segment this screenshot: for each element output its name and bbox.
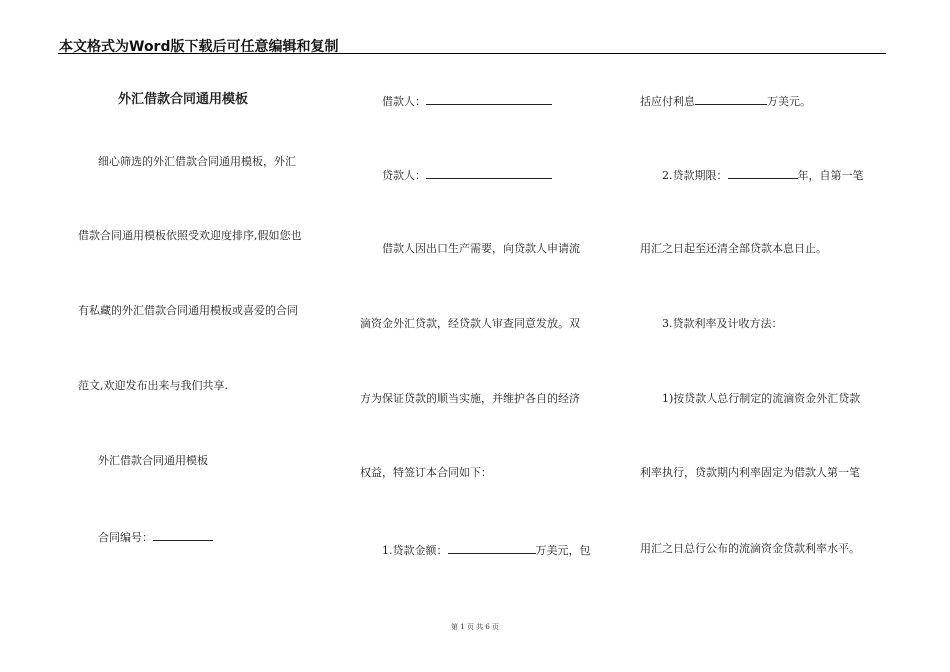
- contract-number-row: [98, 529, 213, 545]
- interest-rate-line-2: 利率执行，贷款期内利率固定为借款人第一笔: [640, 466, 860, 479]
- loan-amount-label: 1.贷款金额：: [382, 544, 448, 557]
- contract-number-blank: [153, 529, 213, 541]
- loan-amount-suffix: 万美元，包: [535, 544, 591, 557]
- interest-suffix: 万美元。: [767, 95, 811, 108]
- interest-row: [640, 93, 811, 109]
- interest-rate-line-3: 用汇之日总行公布的流滴资金贷款利率水平。: [640, 542, 860, 555]
- preamble-line-3: 方为保证贷款的顺当实施，并维护各自的经济: [360, 392, 580, 405]
- borrower-label: 借款人：: [382, 95, 426, 108]
- lender-blank: [426, 167, 552, 179]
- preamble-line-2: 滴资金外汇贷款，经贷款人审查同意发放。双: [360, 317, 580, 330]
- contract-subtitle: 外汇借款合同通用模板: [98, 454, 208, 467]
- interest-rate-heading: 3.贷款利率及计收方法：: [662, 317, 783, 330]
- interest-rate-line-1: 1)按贷款人总行制定的流滴资金外汇贷款: [662, 392, 861, 405]
- contract-number-label: 合同编号：: [98, 531, 153, 544]
- intro-line-1: 细心筛选的外汇借款合同通用模板，外汇: [98, 155, 296, 168]
- header-divider: [58, 53, 886, 54]
- loan-amount-row: [382, 542, 591, 558]
- preamble-line-4: 权益，特签订本合同如下：: [360, 466, 492, 479]
- preamble-line-1: 借款人因出口生产需要，向贷款人申请流: [382, 242, 580, 255]
- borrower-row: [382, 93, 552, 109]
- loan-term-suffix: 年，自第一笔: [797, 169, 864, 182]
- lender-row: [382, 167, 552, 183]
- intro-line-4: 范文,欢迎发布出来与我们共享.: [78, 379, 228, 392]
- page-footer: 第 1 页 共 6 页: [450, 623, 500, 631]
- loan-amount-blank: [448, 542, 536, 554]
- loan-term-row: [662, 167, 864, 183]
- intro-line-3: 有私藏的外汇借款合同通用模板或喜爱的合同: [78, 304, 298, 317]
- loan-term-line-2: 用汇之日起至还清全部贷款本息日止。: [640, 242, 827, 255]
- lender-label: 贷款人：: [382, 169, 426, 182]
- loan-term-label: 2.贷款期限：: [662, 169, 728, 182]
- borrower-blank: [426, 93, 552, 105]
- interest-label: 括应付利息: [640, 95, 695, 108]
- loan-term-blank: [728, 167, 798, 179]
- intro-line-2: 借款合同通用模板依照受欢迎度排序,假如您也: [78, 229, 302, 242]
- document-title: 外汇借款合同通用模板: [118, 92, 249, 107]
- interest-blank: [695, 93, 767, 105]
- header-title: 本文格式为Word版下载后可任意编辑和复制: [59, 39, 339, 55]
